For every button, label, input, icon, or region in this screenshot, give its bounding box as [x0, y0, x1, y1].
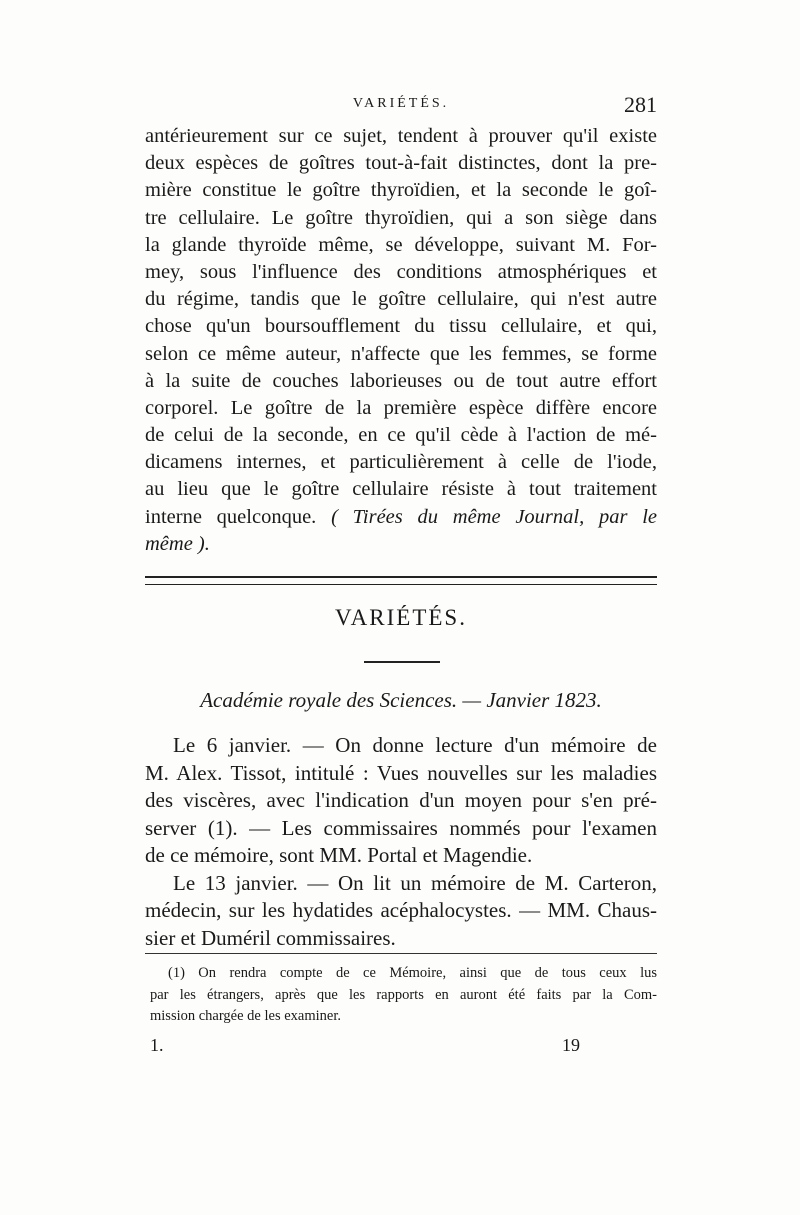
section-divider	[145, 576, 657, 585]
source-citation: ( Tirées du même Journal, par le	[331, 505, 658, 528]
sheet-mark: 19	[562, 1035, 580, 1055]
text-line: mière constitue le goître thyroïdien, et la seconde le goî-	[145, 179, 657, 202]
section-heading: VARIÉTÉS.	[335, 605, 467, 630]
text-line: tre cellulaire. Le goître thyroïdien, qui a son siège dans	[145, 206, 657, 229]
text-line: server (1). — Les commissaires nommés pour l'examen	[145, 815, 657, 840]
text-line: de celui de la seconde, en ce qu'il cède à l'action de mé-	[145, 424, 657, 447]
text-line: corporel. Le goître de la première espèce diffère encore	[145, 396, 657, 419]
running-head	[145, 92, 657, 122]
text-line: Le 13 janvier. — On lit un mémoire de M. Carteron,	[173, 870, 657, 895]
text-line: chose qu'un boursoufflement du tissu cellulaire, et qui,	[145, 315, 657, 338]
footnote-line: mission chargée de les examiner.	[150, 1008, 341, 1024]
footnote-rule	[145, 953, 657, 954]
text-line	[145, 504, 657, 531]
footnote	[150, 963, 657, 1028]
body-paragraph	[145, 123, 657, 558]
text-line: antérieurement sur ce sujet, tendent à prouver qu'il existe	[145, 125, 657, 147]
footnote-line: (1) On rendra compte de ce Mémoire, ainsi que de tous ceux lus	[168, 965, 657, 981]
text-line: la glande thyroïde même, se développe, suivant M. For-	[145, 233, 657, 256]
text-line: à la suite de couches laborieuses ou de tout autre effort	[145, 369, 657, 392]
source-citation-end: même ).	[145, 532, 210, 555]
text-line: deux espèces de goîtres tout-à-fait distinctes, dont la pre-	[145, 152, 657, 175]
text-line: selon ce même auteur, n'affecte que les femmes, se forme	[145, 342, 657, 365]
text-line: des viscères, avec l'indication d'un moyen pour s'en pré-	[145, 788, 657, 812]
running-title: VARIÉTÉS.	[352, 96, 450, 111]
academy-subheading: Académie royale des Sciences. — Janvier 1823.	[200, 688, 602, 712]
text-line: mey, sous l'influence des conditions atmosphériques et	[145, 260, 657, 283]
heading-rule	[364, 661, 440, 663]
text-line: du régime, tandis que le goître cellulaire, qui n'est autre	[145, 288, 657, 311]
text-line: sier et Duméril commissaires.	[145, 925, 396, 950]
text-line: de ce mémoire, sont MM. Portal et Magendie.	[145, 843, 533, 867]
text-line: Le 6 janvier. — On donne lecture d'un mémoire de	[173, 733, 657, 757]
text-line: au lieu que le goître cellulaire résiste à tout traitement	[145, 478, 657, 501]
footnote-line: par les étrangers, après que les rapports en auront été faits par la Com-	[150, 986, 657, 1003]
text-line: M. Alex. Tissot, intitulé : Vues nouvelles sur les maladies	[145, 760, 657, 785]
volume-mark: 1.	[150, 1035, 164, 1055]
page-number: 281	[624, 92, 657, 117]
academy-entries	[145, 732, 657, 952]
text-line: dicamens internes, et particulièrement à celle de l'iode,	[145, 451, 657, 474]
text-line: médecin, sur les hydatides acéphalocystes. — MM. Chaus-	[145, 898, 657, 922]
body-end-roman: interne quelconque.	[145, 505, 317, 528]
